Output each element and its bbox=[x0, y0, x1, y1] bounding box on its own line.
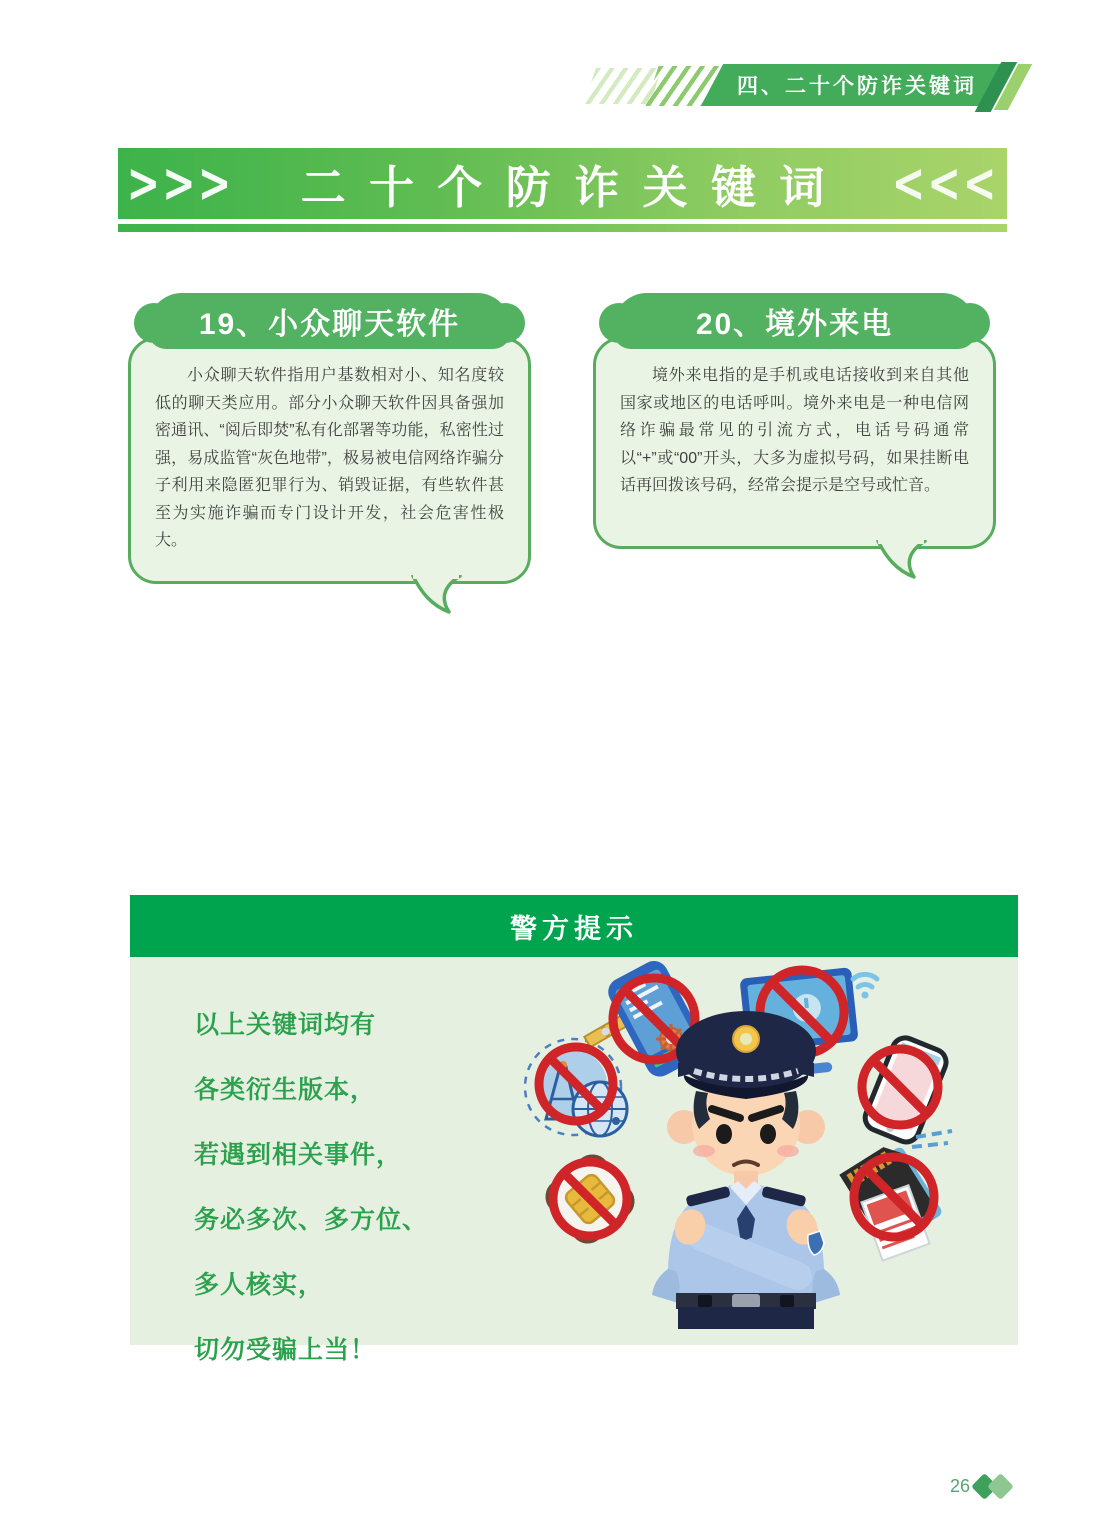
tips-line-1: 以上关键词均有 bbox=[194, 1011, 377, 1039]
police-illustration bbox=[508, 959, 963, 1329]
page-title: 二十个防诈关键词 bbox=[300, 163, 848, 213]
section-label: 四、二十个防诈关键词 bbox=[737, 75, 977, 98]
keyword-card-20-title: 20、境外来电 bbox=[695, 308, 894, 341]
tips-line-3: 若遇到相关事件， bbox=[194, 1141, 403, 1169]
tips-line-2: 各类衍生版本， bbox=[194, 1076, 377, 1104]
keyword-card-19-text: 小众聊天软件指用户基数相对小、知名度较低的聊天类应用。部分小众聊天软件因具备强加密通讯、“阅后即焚”私有化部署等功能，私密性过强，易成监管“灰色地带”，极易被电信网络诈骗分子利用来隐匿犯罪行为、销毁证据，有些软件甚至为实施诈骗而专门设计开发，社会危害性极大。 bbox=[155, 367, 504, 550]
page-number: 26 bbox=[950, 1476, 971, 1496]
keyword-card-20-body bbox=[593, 337, 996, 549]
tips-line-6: 切勿受骗上当！ bbox=[194, 1336, 377, 1364]
keyword-card-19 bbox=[128, 293, 531, 584]
banned-memory-card-icon bbox=[839, 1139, 943, 1261]
tips-line-4: 务必多次、多方位、 bbox=[194, 1206, 429, 1234]
section-header bbox=[590, 62, 1050, 112]
banned-smartphone-icon bbox=[861, 1034, 952, 1147]
police-tips-header bbox=[130, 895, 1018, 957]
police-tips-body bbox=[130, 957, 1018, 1364]
keyword-card-20 bbox=[593, 293, 996, 549]
keyword-card-20-text: 境外来电指的是手机或电话接收到来自其他国家或地区的电话呼叫。境外来电是一种电信网络诈骗最常见的引流方式，电话号码通常以“+”或“00”开头，大多为虚拟号码，如果挂断电话再回拨该号码，经常会提示是空号或忙音。 bbox=[620, 367, 969, 495]
keyword-card-20-header bbox=[613, 293, 976, 349]
police-tips-section bbox=[130, 895, 1018, 1364]
keyword-card-19-header bbox=[148, 293, 511, 349]
banned-sim-card-icon bbox=[541, 1150, 640, 1249]
section-label-banner bbox=[712, 64, 1002, 106]
page-footer bbox=[950, 1476, 1010, 1497]
tips-line-5: 多人核实， bbox=[194, 1271, 325, 1299]
page-title-banner bbox=[118, 148, 1007, 219]
chevrons-right-icon: >>> bbox=[126, 152, 234, 215]
footer-diamond-icon bbox=[987, 1473, 1014, 1500]
police-tips-lines bbox=[194, 1005, 428, 1366]
keyword-card-19-body bbox=[128, 337, 531, 584]
keyword-card-19-title: 19、小众聊天软件 bbox=[198, 308, 461, 341]
chevrons-left-icon: <<< bbox=[891, 152, 999, 215]
police-officer-illustration bbox=[652, 1011, 840, 1329]
wifi-icon bbox=[853, 974, 877, 987]
police-tips-title: 警方提示 bbox=[510, 913, 638, 944]
speech-bubble-tail bbox=[874, 540, 928, 582]
speech-bubble-tail bbox=[409, 575, 463, 617]
title-underline bbox=[118, 224, 1007, 232]
